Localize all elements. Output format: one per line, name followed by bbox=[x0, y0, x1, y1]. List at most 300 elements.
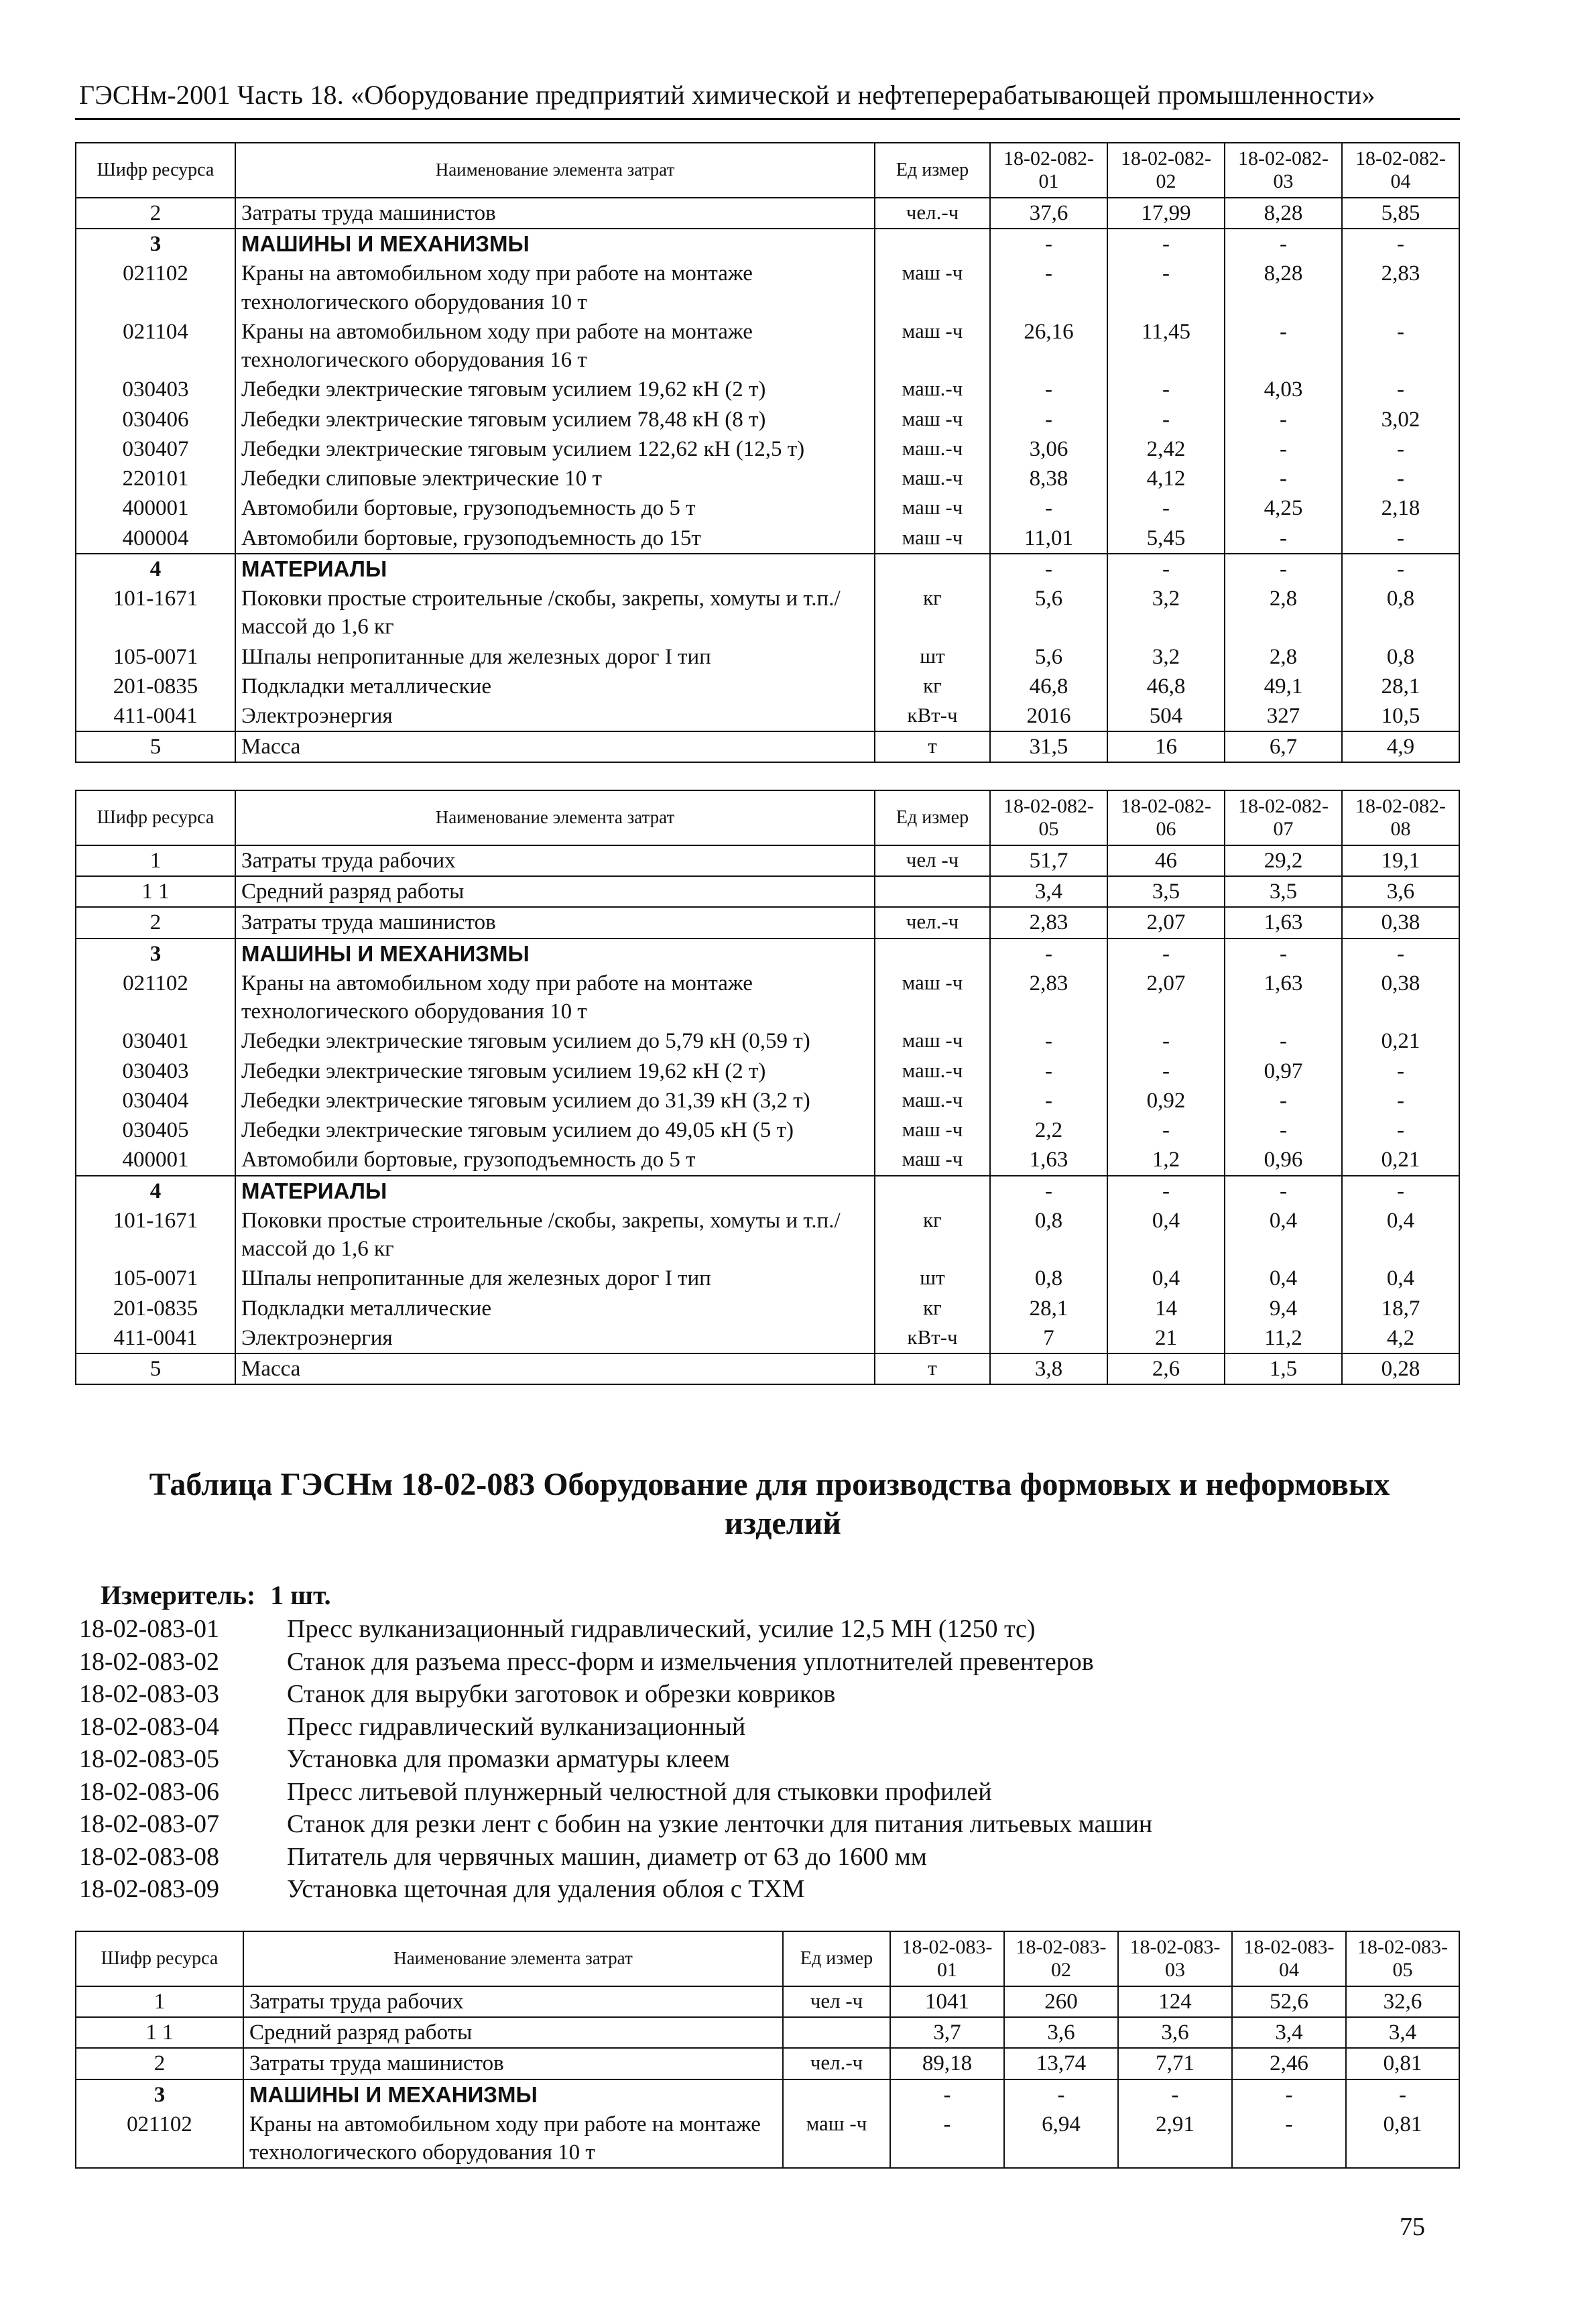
norm-value: 3,02 bbox=[1342, 405, 1459, 434]
cost-element-name: Средний разряд работы bbox=[235, 876, 875, 907]
meter-label: Измеритель: bbox=[101, 1580, 256, 1610]
norm-value: - bbox=[1225, 434, 1342, 464]
unit-of-measure: чел -ч bbox=[875, 845, 990, 876]
norm-value: 0,21 bbox=[1342, 1145, 1459, 1175]
norm-value: 2,83 bbox=[1342, 259, 1459, 316]
norm-item bbox=[79, 1711, 1460, 1744]
norm-value: 2,8 bbox=[1225, 642, 1342, 672]
page-number: 75 bbox=[1400, 2213, 1425, 2241]
norm-value: 0,81 bbox=[1346, 2048, 1459, 2079]
resource-code: 1 1 bbox=[76, 2017, 243, 2048]
norm-value: - bbox=[1225, 1176, 1342, 1206]
unit-of-measure: маш.-ч bbox=[875, 464, 990, 493]
header-norm-column: 18-02-083-04 bbox=[1232, 1931, 1346, 1986]
norm-value: 3,2 bbox=[1107, 642, 1225, 672]
unit-of-measure bbox=[783, 2079, 890, 2110]
table-row bbox=[76, 642, 1459, 672]
table-row bbox=[76, 701, 1459, 731]
resource-code: 411-0041 bbox=[76, 701, 235, 731]
table-row bbox=[76, 2048, 1459, 2079]
unit-of-measure: т bbox=[875, 731, 990, 762]
header-resource-code: Шифр ресурса bbox=[76, 143, 235, 198]
norm-value: - bbox=[1107, 375, 1225, 404]
cost-element-name: Лебедки слиповые электрические 10 т bbox=[235, 464, 875, 493]
norm-value: 32,6 bbox=[1346, 1986, 1459, 2017]
norm-value: - bbox=[1107, 1176, 1225, 1206]
unit-of-measure: маш.-ч bbox=[875, 1086, 990, 1115]
cost-element-name: Масса bbox=[235, 731, 875, 762]
norm-value: 0,8 bbox=[1342, 584, 1459, 642]
resource-code: 220101 bbox=[76, 464, 235, 493]
header-norm-column: 18-02-082-07 bbox=[1225, 790, 1342, 845]
header-unit: Ед измер bbox=[875, 143, 990, 198]
table-row bbox=[76, 1323, 1459, 1353]
unit-of-measure: кг bbox=[875, 1206, 990, 1264]
norm-value: 2,6 bbox=[1107, 1353, 1225, 1384]
norm-value: - bbox=[1225, 1026, 1342, 1056]
table-row bbox=[76, 493, 1459, 523]
cost-element-name: Затраты труда машинистов bbox=[243, 2048, 783, 2079]
norm-value: 2,8 bbox=[1225, 584, 1342, 642]
cost-element-name: Поковки простые строительные /скобы, закрепы, хомуты и т.п./ массой до 1,6 кг bbox=[235, 1206, 875, 1264]
norm-value: 8,28 bbox=[1225, 259, 1342, 316]
header-cost-element: Наименование элемента затрат bbox=[235, 143, 875, 198]
table-row bbox=[76, 1264, 1459, 1293]
table-row bbox=[76, 939, 1459, 969]
table-row bbox=[76, 1086, 1459, 1115]
norm-item bbox=[79, 1873, 1460, 1906]
norm-value: 5,45 bbox=[1107, 524, 1225, 554]
norm-value: 17,99 bbox=[1107, 198, 1225, 229]
cost-element-name: Лебедки электрические тяговым усилием до 31,39 кН (3,2 т) bbox=[235, 1086, 875, 1115]
norm-value: 3,5 bbox=[1107, 876, 1225, 907]
norm-item-code: 18-02-083-06 bbox=[79, 1777, 219, 1806]
norm-value: 8,28 bbox=[1225, 198, 1342, 229]
header-norm-column: 18-02-082-06 bbox=[1107, 790, 1225, 845]
norm-value: 51,7 bbox=[990, 845, 1107, 876]
table-row bbox=[76, 198, 1459, 229]
cost-element-name: Подкладки металлические bbox=[235, 1294, 875, 1323]
norm-value: 0,97 bbox=[1225, 1056, 1342, 1086]
table-row bbox=[76, 845, 1459, 876]
norm-value: 11,01 bbox=[990, 524, 1107, 554]
norm-value: - bbox=[1107, 493, 1225, 523]
table-row bbox=[76, 2110, 1459, 2168]
unit-of-measure: маш -ч bbox=[875, 493, 990, 523]
header-unit: Ед измер bbox=[875, 790, 990, 845]
resource-code: 400001 bbox=[76, 1145, 235, 1175]
norm-value: 2,46 bbox=[1232, 2048, 1346, 2079]
cost-element-name: Автомобили бортовые, грузоподъемность до 15т bbox=[235, 524, 875, 554]
norm-item bbox=[79, 1743, 1460, 1776]
norm-value: 28,1 bbox=[1342, 672, 1459, 701]
header-norm-column: 18-02-082-01 bbox=[990, 143, 1107, 198]
cost-element-name: Шпалы непропитанные для железных дорог I тип bbox=[235, 1264, 875, 1293]
norm-value: 2,42 bbox=[1107, 434, 1225, 464]
cost-element-name: Краны на автомобильном ходу при работе на монтаже технологического оборудования 10 т bbox=[235, 969, 875, 1026]
unit-of-measure bbox=[875, 939, 990, 969]
norm-item-code: 18-02-083-03 bbox=[79, 1680, 219, 1709]
table-row bbox=[76, 731, 1459, 762]
resource-code: 5 bbox=[76, 1353, 235, 1384]
resource-code: 3 bbox=[76, 2079, 243, 2110]
norm-value: - bbox=[990, 375, 1107, 404]
norm-value: 0,21 bbox=[1342, 1026, 1459, 1056]
norm-value: - bbox=[990, 405, 1107, 434]
resource-table-083 bbox=[75, 1931, 1460, 2169]
norm-value: - bbox=[1342, 554, 1459, 584]
resource-table-082-a bbox=[75, 142, 1460, 763]
cost-element-name: Краны на автомобильном ходу при работе на монтаже технологического оборудования 10 т bbox=[243, 2110, 783, 2168]
header-norm-column: 18-02-083-01 bbox=[890, 1931, 1004, 1986]
table-row bbox=[76, 375, 1459, 404]
unit-of-measure: маш.-ч bbox=[875, 434, 990, 464]
resource-code: 411-0041 bbox=[76, 1323, 235, 1353]
norm-value: - bbox=[990, 259, 1107, 316]
unit-of-measure: маш -ч bbox=[875, 1115, 990, 1145]
table-row bbox=[76, 1026, 1459, 1056]
norm-value: - bbox=[1107, 405, 1225, 434]
table-row bbox=[76, 584, 1459, 642]
norm-value: 13,74 bbox=[1004, 2048, 1118, 2079]
norm-value: - bbox=[1118, 2079, 1232, 2110]
norm-value: 46 bbox=[1107, 845, 1225, 876]
norm-value: 89,18 bbox=[890, 2048, 1004, 2079]
header-norm-column: 18-02-082-05 bbox=[990, 790, 1107, 845]
norm-item-code: 18-02-083-05 bbox=[79, 1745, 219, 1774]
cost-element-name: МАШИНЫ И МЕХАНИЗМЫ bbox=[243, 2079, 783, 2110]
norm-item-list bbox=[79, 1613, 1460, 1906]
cost-element-name: Автомобили бортовые, грузоподъемность до 5 т bbox=[235, 493, 875, 523]
norm-value: 1,63 bbox=[990, 1145, 1107, 1175]
unit-of-measure: маш -ч bbox=[875, 259, 990, 316]
table-row bbox=[76, 259, 1459, 316]
norm-value: 4,9 bbox=[1342, 731, 1459, 762]
resource-code: 5 bbox=[76, 731, 235, 762]
norm-item bbox=[79, 1646, 1460, 1679]
unit-of-measure bbox=[783, 2017, 890, 2048]
resource-code: 101-1671 bbox=[76, 584, 235, 642]
table-row bbox=[76, 1986, 1459, 2017]
norm-value: 2,07 bbox=[1107, 907, 1225, 938]
norm-value: 46,8 bbox=[1107, 672, 1225, 701]
cost-element-name: Средний разряд работы bbox=[243, 2017, 783, 2048]
resource-code: 105-0071 bbox=[76, 642, 235, 672]
resource-code: 030403 bbox=[76, 375, 235, 404]
norm-item-description: Станок для разъема пресс-форм и измельчения уплотнителей превентеров bbox=[287, 1647, 1094, 1676]
norm-value: 11,2 bbox=[1225, 1323, 1342, 1353]
resource-code: 4 bbox=[76, 554, 235, 584]
norm-value: - bbox=[1342, 1056, 1459, 1086]
unit-of-measure: маш -ч bbox=[875, 524, 990, 554]
resource-code: 030406 bbox=[76, 405, 235, 434]
norm-value: 2016 bbox=[990, 701, 1107, 731]
norm-value: 19,1 bbox=[1342, 845, 1459, 876]
norm-value: - bbox=[990, 229, 1107, 259]
resource-code: 030405 bbox=[76, 1115, 235, 1145]
norm-item-description: Установка для промазки арматуры клеем bbox=[287, 1745, 730, 1774]
resource-code: 101-1671 bbox=[76, 1206, 235, 1264]
norm-value: 0,28 bbox=[1342, 1353, 1459, 1384]
cost-element-name: Поковки простые строительные /скобы, закрепы, хомуты и т.п./ массой до 1,6 кг bbox=[235, 584, 875, 642]
norm-value: - bbox=[1225, 554, 1342, 584]
norm-value: 0,4 bbox=[1342, 1264, 1459, 1293]
norm-value: 4,03 bbox=[1225, 375, 1342, 404]
norm-value: - bbox=[1342, 375, 1459, 404]
norm-value: - bbox=[1342, 317, 1459, 375]
norm-item-description: Станок для резки лент с бобин на узкие ленточки для питания литьевых машин bbox=[287, 1810, 1153, 1839]
norm-item bbox=[79, 1841, 1460, 1874]
norm-value: 5,6 bbox=[990, 642, 1107, 672]
unit-of-measure: шт bbox=[875, 1264, 990, 1293]
norm-value: 0,4 bbox=[1225, 1206, 1342, 1264]
norm-value: - bbox=[1225, 939, 1342, 969]
table-row bbox=[76, 969, 1459, 1026]
header-resource-code: Шифр ресурса bbox=[76, 1931, 243, 1986]
cost-element-name: Электроэнергия bbox=[235, 1323, 875, 1353]
header-rule bbox=[75, 118, 1460, 120]
norm-item-description: Пресс литьевой плунжерный челюстной для стыковки профилей bbox=[287, 1777, 992, 1806]
resource-code: 021102 bbox=[76, 2110, 243, 2168]
table-row bbox=[76, 1056, 1459, 1086]
header-norm-column: 18-02-083-03 bbox=[1118, 1931, 1232, 1986]
table-row bbox=[76, 1206, 1459, 1264]
unit-of-measure: кг bbox=[875, 584, 990, 642]
norm-value: 3,7 bbox=[890, 2017, 1004, 2048]
unit-of-measure: маш.-ч bbox=[875, 1056, 990, 1086]
cost-element-name: Подкладки металлические bbox=[235, 672, 875, 701]
norm-value: 29,2 bbox=[1225, 845, 1342, 876]
norm-value: 0,8 bbox=[990, 1206, 1107, 1264]
resource-code: 030403 bbox=[76, 1056, 235, 1086]
norm-value: - bbox=[1225, 405, 1342, 434]
unit-of-measure: чел.-ч bbox=[783, 2048, 890, 2079]
cost-element-name: Затраты труда машинистов bbox=[235, 907, 875, 938]
norm-value: 3,6 bbox=[1118, 2017, 1232, 2048]
unit-of-measure: чел.-ч bbox=[875, 198, 990, 229]
header-cost-element: Наименование элемента затрат bbox=[235, 790, 875, 845]
cost-element-name: Краны на автомобильном ходу при работе на монтаже технологического оборудования 10 т bbox=[235, 259, 875, 316]
meter-line bbox=[101, 1579, 346, 1611]
norm-value: - bbox=[990, 554, 1107, 584]
norm-value: - bbox=[1225, 1115, 1342, 1145]
resource-code: 1 bbox=[76, 1986, 243, 2017]
norm-value: - bbox=[1107, 554, 1225, 584]
norm-value: - bbox=[1107, 1026, 1225, 1056]
unit-of-measure: чел.-ч bbox=[875, 907, 990, 938]
unit-of-measure bbox=[875, 554, 990, 584]
table-row bbox=[76, 405, 1459, 434]
cost-element-name: МАШИНЫ И МЕХАНИЗМЫ bbox=[235, 229, 875, 259]
cost-element-name: Шпалы непропитанные для железных дорог I тип bbox=[235, 642, 875, 672]
norm-item-code: 18-02-083-04 bbox=[79, 1712, 219, 1741]
meter-value: 1 шт. bbox=[270, 1580, 331, 1610]
cost-element-name: МАТЕРИАЛЫ bbox=[235, 554, 875, 584]
unit-of-measure: т bbox=[875, 1353, 990, 1384]
cost-element-name: Затраты труда рабочих bbox=[235, 845, 875, 876]
norm-item bbox=[79, 1678, 1460, 1711]
norm-value: 0,4 bbox=[1342, 1206, 1459, 1264]
norm-value: - bbox=[1346, 2079, 1459, 2110]
norm-value: 1,5 bbox=[1225, 1353, 1342, 1384]
norm-value: 124 bbox=[1118, 1986, 1232, 2017]
norm-value: 11,45 bbox=[1107, 317, 1225, 375]
table-row bbox=[76, 229, 1459, 259]
unit-of-measure: маш -ч bbox=[875, 1145, 990, 1175]
norm-value: 49,1 bbox=[1225, 672, 1342, 701]
norm-value: 5,6 bbox=[990, 584, 1107, 642]
norm-value: 3,6 bbox=[1342, 876, 1459, 907]
unit-of-measure bbox=[875, 876, 990, 907]
resource-table-082-b bbox=[75, 790, 1460, 1385]
resource-code: 030407 bbox=[76, 434, 235, 464]
norm-value: - bbox=[1342, 524, 1459, 554]
unit-of-measure bbox=[875, 229, 990, 259]
resource-code: 021102 bbox=[76, 259, 235, 316]
unit-of-measure: кВт-ч bbox=[875, 1323, 990, 1353]
norm-value: 0,4 bbox=[1107, 1264, 1225, 1293]
table-row bbox=[76, 524, 1459, 554]
unit-of-measure: кг bbox=[875, 672, 990, 701]
header-unit: Ед измер bbox=[783, 1931, 890, 1986]
norm-value: 1,63 bbox=[1225, 907, 1342, 938]
resource-code: 030404 bbox=[76, 1086, 235, 1115]
norm-value: 46,8 bbox=[990, 672, 1107, 701]
norm-value: 5,85 bbox=[1342, 198, 1459, 229]
norm-value: 3,6 bbox=[1004, 2017, 1118, 2048]
cost-element-name: Краны на автомобильном ходу при работе на монтаже технологического оборудования 16 т bbox=[235, 317, 875, 375]
norm-value: 0,81 bbox=[1346, 2110, 1459, 2168]
table-row bbox=[76, 876, 1459, 907]
norm-value: 2,2 bbox=[990, 1115, 1107, 1145]
norm-value: - bbox=[1232, 2079, 1346, 2110]
norm-value: 4,12 bbox=[1107, 464, 1225, 493]
norm-value: 0,92 bbox=[1107, 1086, 1225, 1115]
table-row bbox=[76, 1294, 1459, 1323]
norm-item-description: Пресс вулканизационный гидравлический, усилие 12,5 МН (1250 тс) bbox=[287, 1615, 1036, 1644]
header-norm-column: 18-02-082-03 bbox=[1225, 143, 1342, 198]
norm-value: 3,8 bbox=[990, 1353, 1107, 1384]
resource-code: 4 bbox=[76, 1176, 235, 1206]
norm-value: - bbox=[1225, 524, 1342, 554]
norm-value: 37,6 bbox=[990, 198, 1107, 229]
norm-value: 1,2 bbox=[1107, 1145, 1225, 1175]
norm-value: 0,4 bbox=[1107, 1206, 1225, 1264]
norm-value: 1041 bbox=[890, 1986, 1004, 2017]
norm-value: 1,63 bbox=[1225, 969, 1342, 1026]
norm-item bbox=[79, 1808, 1460, 1841]
header-norm-column: 18-02-083-02 bbox=[1004, 1931, 1118, 1986]
table-row bbox=[76, 2079, 1459, 2110]
resource-code: 201-0835 bbox=[76, 672, 235, 701]
cost-element-name: Лебедки электрические тяговым усилием 19,62 кН (2 т) bbox=[235, 1056, 875, 1086]
norm-value: 7,71 bbox=[1118, 2048, 1232, 2079]
table-083-title bbox=[79, 1465, 1460, 1543]
norm-item-description: Установка щеточная для удаления облоя с ТХМ bbox=[287, 1875, 805, 1904]
cost-element-name: Лебедки электрические тяговым усилием 122,62 кН (12,5 т) bbox=[235, 434, 875, 464]
table-row bbox=[76, 1145, 1459, 1175]
norm-value: 3,06 bbox=[990, 434, 1107, 464]
norm-value: - bbox=[1225, 464, 1342, 493]
norm-value: 504 bbox=[1107, 701, 1225, 731]
norm-value: 0,8 bbox=[1342, 642, 1459, 672]
norm-item-code: 18-02-083-07 bbox=[79, 1810, 219, 1839]
norm-item-code: 18-02-083-02 bbox=[79, 1647, 219, 1676]
unit-of-measure: маш -ч bbox=[875, 969, 990, 1026]
norm-value: - bbox=[1107, 1056, 1225, 1086]
norm-value: 2,83 bbox=[990, 969, 1107, 1026]
norm-value: - bbox=[1107, 229, 1225, 259]
norm-value: - bbox=[1225, 229, 1342, 259]
norm-value: 16 bbox=[1107, 731, 1225, 762]
table-row bbox=[76, 672, 1459, 701]
norm-item bbox=[79, 1613, 1460, 1646]
norm-value: 2,83 bbox=[990, 907, 1107, 938]
norm-value: 0,38 bbox=[1342, 969, 1459, 1026]
table-row bbox=[76, 907, 1459, 938]
cost-element-name: МАШИНЫ И МЕХАНИЗМЫ bbox=[235, 939, 875, 969]
unit-of-measure: маш -ч bbox=[783, 2110, 890, 2168]
norm-value: - bbox=[990, 939, 1107, 969]
norm-value: 18,7 bbox=[1342, 1294, 1459, 1323]
table-row bbox=[76, 317, 1459, 375]
norm-value: 31,5 bbox=[990, 731, 1107, 762]
norm-value: 7 bbox=[990, 1323, 1107, 1353]
unit-of-measure: маш.-ч bbox=[875, 375, 990, 404]
norm-value: - bbox=[990, 1086, 1107, 1115]
cost-element-name: Затраты труда машинистов bbox=[235, 198, 875, 229]
resource-code: 2 bbox=[76, 2048, 243, 2079]
norm-value: - bbox=[990, 1176, 1107, 1206]
norm-item-code: 18-02-083-09 bbox=[79, 1875, 219, 1904]
norm-value: 260 bbox=[1004, 1986, 1118, 2017]
table-row bbox=[76, 1176, 1459, 1206]
resource-code: 2 bbox=[76, 907, 235, 938]
unit-of-measure: кг bbox=[875, 1294, 990, 1323]
resource-code: 400004 bbox=[76, 524, 235, 554]
unit-of-measure: шт bbox=[875, 642, 990, 672]
norm-value: - bbox=[1107, 1115, 1225, 1145]
norm-value: 2,18 bbox=[1342, 493, 1459, 523]
cost-element-name: Затраты труда рабочих bbox=[243, 1986, 783, 2017]
unit-of-measure: маш -ч bbox=[875, 405, 990, 434]
table-row bbox=[76, 2017, 1459, 2048]
norm-item-code: 18-02-083-08 bbox=[79, 1842, 219, 1871]
norm-value: - bbox=[1004, 2079, 1118, 2110]
norm-value: - bbox=[1342, 464, 1459, 493]
cost-element-name: Лебедки электрические тяговым усилием до 5,79 кН (0,59 т) bbox=[235, 1026, 875, 1056]
norm-value: 3,4 bbox=[1232, 2017, 1346, 2048]
norm-value: - bbox=[1225, 1086, 1342, 1115]
header-norm-column: 18-02-082-02 bbox=[1107, 143, 1225, 198]
resource-code: 3 bbox=[76, 229, 235, 259]
table-row bbox=[76, 1115, 1459, 1145]
norm-value: 3,5 bbox=[1225, 876, 1342, 907]
cost-element-name: Электроэнергия bbox=[235, 701, 875, 731]
norm-value: - bbox=[890, 2079, 1004, 2110]
norm-value: 0,38 bbox=[1342, 907, 1459, 938]
norm-value: 3,4 bbox=[990, 876, 1107, 907]
table-083-title-line2: изделий bbox=[725, 1505, 841, 1541]
table-row bbox=[76, 464, 1459, 493]
cost-element-name: МАТЕРИАЛЫ bbox=[235, 1176, 875, 1206]
cost-element-name: Лебедки электрические тяговым усилием 78,48 кН (8 т) bbox=[235, 405, 875, 434]
unit-of-measure: кВт-ч bbox=[875, 701, 990, 731]
norm-value: 0,4 bbox=[1225, 1264, 1342, 1293]
norm-item bbox=[79, 1776, 1460, 1809]
norm-value: 0,8 bbox=[990, 1264, 1107, 1293]
unit-of-measure bbox=[875, 1176, 990, 1206]
